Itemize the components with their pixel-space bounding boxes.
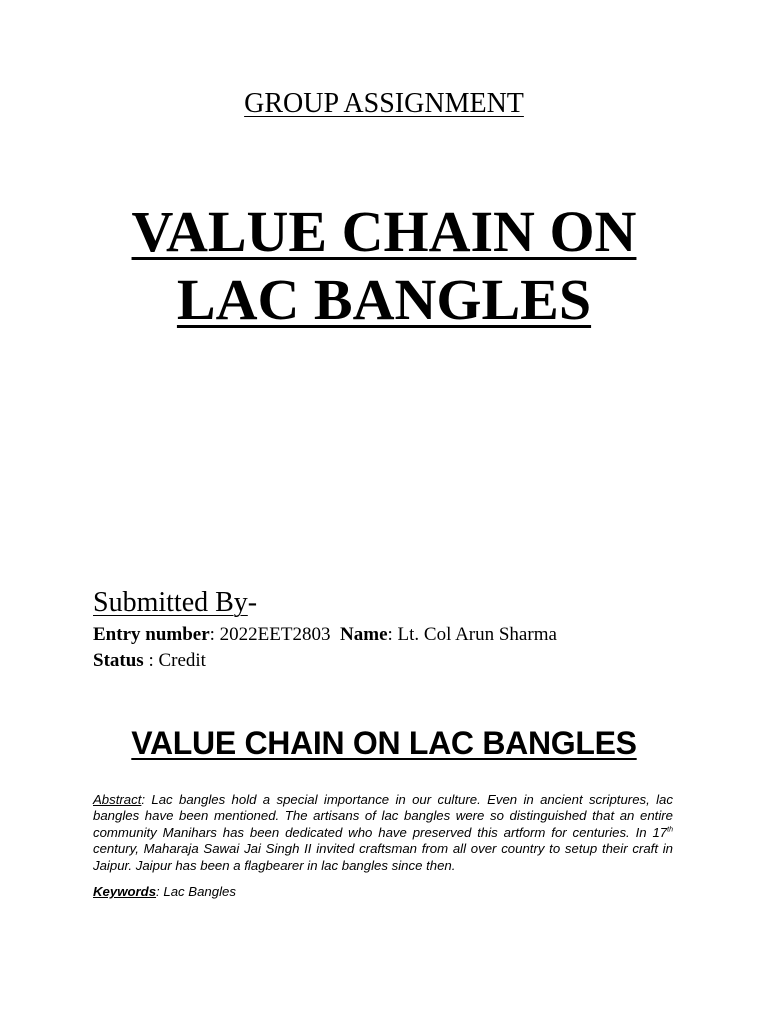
cover-title-line2: LAC BANGLES xyxy=(176,267,592,332)
paper-title: VALUE CHAIN ON LAC BANGLES xyxy=(131,725,637,761)
keywords-label: Keywords xyxy=(93,884,157,899)
entry-number-label: Entry number xyxy=(93,624,210,645)
name-label: Name xyxy=(340,624,388,645)
assignment-label: GROUP ASSIGNMENT xyxy=(244,88,524,119)
entry-name-line xyxy=(93,624,557,646)
abstract-text-part1: : Lac bangles hold a special importance in our culture. Even in ancient scriptures, lac bangles have been mentioned. The artisans of lac bangles were so distinguished that an entire community Manihars has been dedicated who have preserved this artform for centuries. In 17 xyxy=(93,792,673,840)
name-value: : Lt. Col Arun Sharma xyxy=(387,624,557,645)
keywords-value: : Lac Bangles xyxy=(156,884,236,899)
submitted-by-label: Submitted By xyxy=(93,587,248,618)
abstract-label: Abstract xyxy=(93,792,142,807)
entry-number-value: : 2022EET2803 xyxy=(209,624,341,645)
abstract-text-part2: century, Maharaja Sawai Jai Singh II invited craftsman from all over country to setup their craft in Jaipur. Jaipur has been a flagbearer in lac bangles since then. xyxy=(93,841,673,873)
status-value: : Credit xyxy=(143,650,206,671)
abstract-paragraph xyxy=(93,792,673,874)
keywords-line xyxy=(93,884,236,899)
submitted-by-suffix: - xyxy=(247,587,258,618)
abstract-superscript: th xyxy=(667,826,673,834)
cover-title xyxy=(60,198,708,334)
status-line xyxy=(93,650,206,672)
status-label: Status xyxy=(93,650,144,671)
cover-title-line1: VALUE CHAIN ON xyxy=(131,199,637,264)
submitted-by-heading xyxy=(93,587,257,619)
